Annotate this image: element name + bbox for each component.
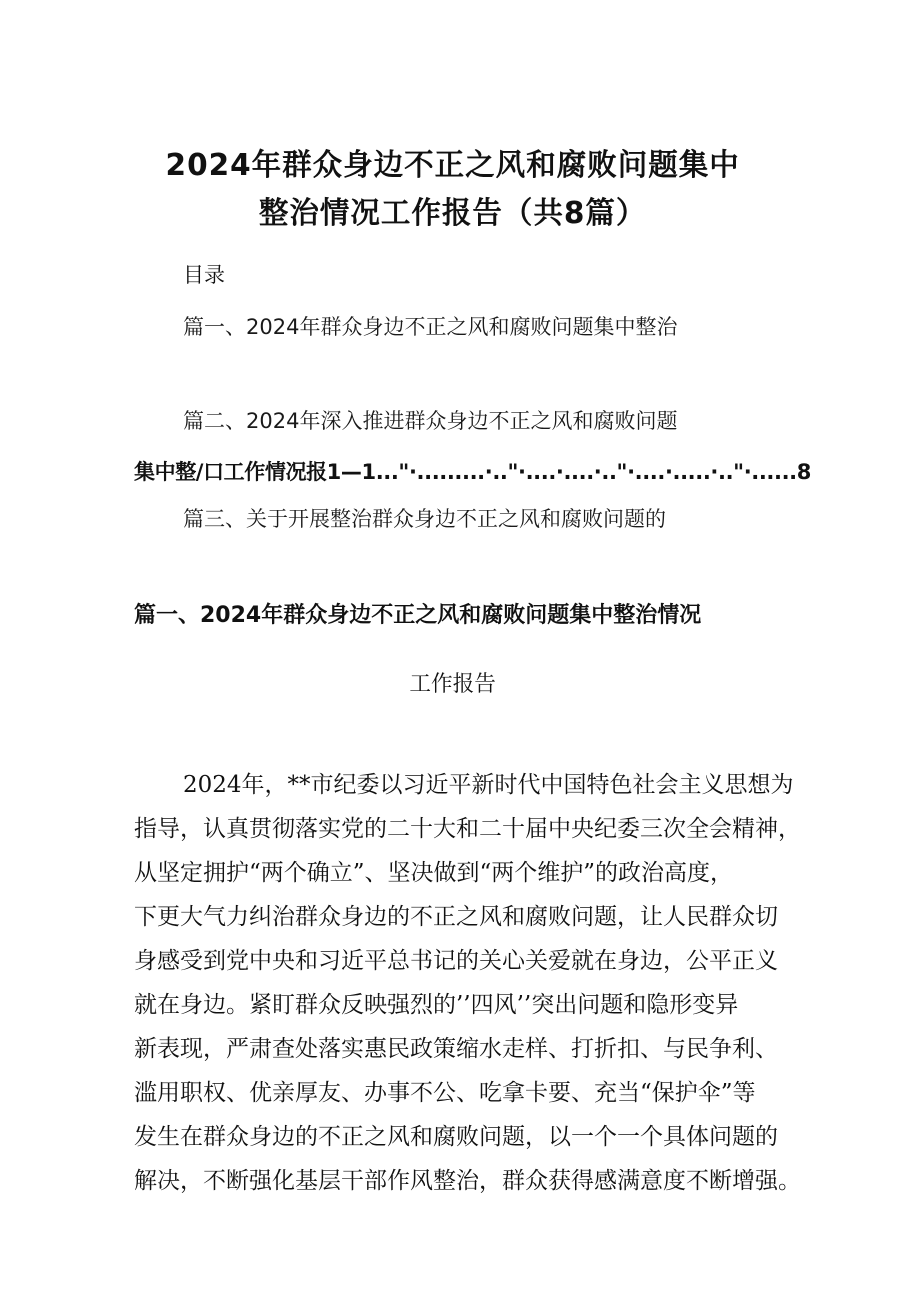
body-line: 指导，认真贯彻落实党的二十大和二十届中央纪委三次全会精神，: [134, 816, 801, 842]
section-subtitle: 工作报告: [409, 672, 496, 697]
body-line: 从坚定拥护“两个确立”、坚决做到“两个维护”的政治高度，: [134, 860, 734, 886]
toc-entry-1[interactable]: 篇一、2024年群众身边不正之风和腐败问题集中整治: [183, 315, 678, 339]
body-line: 解决，不断强化基层干部作风整治，群众获得感满意度不断增强。: [134, 1168, 801, 1194]
toc-heading: 目录: [183, 263, 225, 287]
toc-entry-3[interactable]: 篇三、关于开展整治群众身边不正之风和腐败问题的: [183, 507, 666, 531]
toc-entry-2-continued[interactable]: 集中整/口工作情况报1—1..."·.........·.."·....·....·.."·....·.....·.."·......8: [134, 460, 811, 484]
body-line: 新表现，严肃查处落实惠民政策缩水走样、打折扣、与民争利、: [134, 1036, 778, 1062]
section-title: 篇一、2024年群众身边不正之风和腐败问题集中整治情况: [134, 603, 702, 628]
body-line: 身感受到党中央和习近平总书记的关心关爱就在身边，公平正义: [134, 948, 778, 974]
body-line: 发生在群众身边的不正之风和腐败问题，以一个一个具体问题的: [134, 1124, 778, 1150]
toc-entry-2[interactable]: 篇二、2024年深入推进群众身边不正之风和腐败问题: [183, 409, 678, 433]
body-line: 2024年，**市纪委以习近平新时代中国特色社会主义思想为: [183, 772, 794, 798]
body-line: 就在身边。紧盯群众反映强烈的’’四风’’突出问题和隐形变异: [134, 992, 739, 1018]
document-title-line-1: 2024年群众身边不正之风和腐败问题集中: [165, 148, 740, 183]
body-line: 下更大气力纠治群众身边的不正之风和腐败问题，让人民群众切: [134, 904, 778, 930]
body-line: 滥用职权、优亲厚友、办事不公、吃拿卡要、充当“保护伞”等: [134, 1080, 756, 1106]
document-title-line-2: 整治情况工作报告（共8篇）: [258, 196, 647, 231]
